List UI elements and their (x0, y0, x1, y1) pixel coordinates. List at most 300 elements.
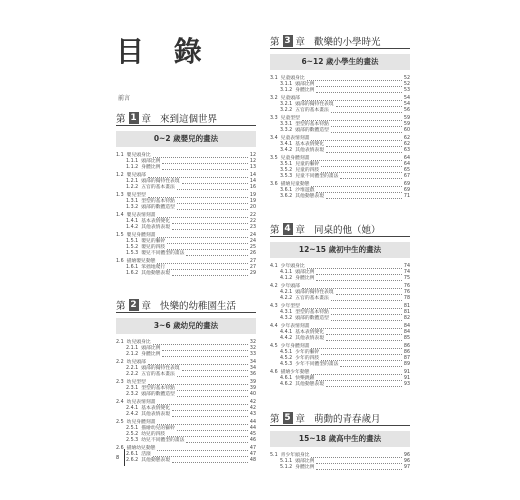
entry-page-number: 86 (403, 344, 410, 349)
entry-number: 3.1.1 (280, 82, 293, 87)
entry-title: 描繪幼兒動態 (126, 446, 156, 451)
entry-title: 嬰兒身體刻畫 (126, 233, 156, 238)
dot-leader (336, 105, 402, 107)
toc-subsection-entry[interactable] (116, 165, 256, 171)
toc-entry-list (270, 76, 410, 200)
entry-number: 1.4 (116, 213, 124, 218)
dot-leader (157, 236, 247, 238)
entry-page-number: 46 (249, 438, 256, 443)
entry-title: 頭部的獨特性表現 (295, 290, 334, 295)
entry-title: 其他表情表現 (295, 336, 325, 341)
chapter-5 (270, 411, 410, 471)
chapter-heading[interactable] (270, 411, 410, 426)
entry-title: 五官的基本畫法 (141, 185, 175, 190)
entry-page-number: 59 (403, 116, 410, 121)
entry-number: 1.1 (116, 153, 124, 158)
dot-leader (177, 395, 248, 397)
chapter-number-badge: 1 (130, 113, 137, 123)
entry-page-number: 76 (403, 284, 410, 289)
dot-leader (321, 359, 402, 361)
chapter-label: 第 (116, 114, 126, 125)
entry-page-number: 81 (403, 304, 410, 309)
entry-title: 身體比例 (295, 465, 315, 470)
dot-leader (167, 242, 248, 244)
entry-page-number: 26 (249, 251, 256, 256)
dot-leader (316, 379, 401, 381)
entry-number: 4.6.2 (280, 382, 293, 387)
entry-title: 基本表情變化 (295, 330, 325, 335)
entry-page-number: 12 (249, 159, 256, 164)
chapter-title: 萌動的青春歲月 (314, 414, 381, 425)
entry-page-number: 76 (403, 290, 410, 295)
toc-subsection-entry[interactable] (116, 438, 256, 444)
entry-page-number: 44 (249, 420, 256, 425)
entry-page-number: 89 (403, 362, 410, 367)
entry-title: 少年頭身比 (280, 264, 305, 269)
chapter-1 (116, 111, 256, 277)
dot-leader (307, 267, 402, 269)
entry-title: 活潑 (141, 452, 151, 457)
dot-leader (172, 409, 248, 411)
entry-page-number: 34 (249, 366, 256, 371)
entry-title: 快樂跳躍 (295, 376, 315, 381)
entry-number: 3.6 (270, 182, 278, 187)
entry-page-number: 91 (403, 370, 410, 375)
entry-number: 4.5.3 (280, 362, 293, 367)
chapter-2 (116, 298, 256, 464)
entry-number: 3.4.1 (280, 142, 293, 147)
dot-leader (186, 254, 247, 256)
entry-number: 4.2.1 (280, 290, 293, 295)
entry-number: 4.5.2 (280, 356, 293, 361)
toc-subsection-entry[interactable] (270, 316, 410, 322)
entry-title: 五官的基本畫法 (295, 108, 329, 113)
dot-leader (157, 403, 247, 405)
entry-number: 3.1.2 (280, 88, 293, 93)
dot-leader (148, 383, 248, 385)
entry-number: 3.2.2 (280, 108, 293, 113)
toc-entry-list (270, 453, 410, 471)
entry-number: 1.6 (116, 259, 124, 264)
dot-leader (177, 208, 248, 210)
entry-page-number: 96 (403, 459, 410, 464)
entry-number: 1.1.2 (126, 165, 139, 170)
entry-title: 頭部比例 (295, 459, 315, 464)
entry-number: 4.1.2 (280, 276, 293, 281)
toc-subsection-entry[interactable] (116, 412, 256, 418)
entry-number: 4.3.1 (280, 310, 293, 315)
chapter-unit: 章 (141, 114, 152, 125)
chapter-number-badge: 4 (284, 224, 291, 234)
entry-number: 4.4 (270, 324, 278, 329)
entry-number: 2.2.2 (126, 372, 139, 377)
chapter-3 (270, 34, 410, 200)
entry-title: 頭部比例 (295, 270, 315, 275)
entry-page-number: 78 (403, 296, 410, 301)
entry-title: 青少年頭身比 (280, 453, 310, 458)
entry-title: 基本表情變化 (141, 219, 171, 224)
entry-page-number: 40 (249, 392, 256, 397)
toc-subsection-entry[interactable] (116, 392, 256, 398)
entry-title: 頭部的數體造型 (141, 205, 175, 210)
entry-number: 4.4.1 (280, 330, 293, 335)
entry-number: 3.5.3 (280, 174, 293, 179)
entry-title: 兒童型型 (280, 116, 300, 121)
entry-title: 笨拙地爬行 (141, 265, 166, 270)
entry-number: 4.5 (270, 344, 278, 349)
entry-title: 頭部的獨特性表現 (141, 179, 180, 184)
dot-leader (316, 191, 401, 193)
entry-page-number: 12 (249, 153, 256, 158)
entry-number: 3.2.1 (280, 102, 293, 107)
dot-leader (326, 151, 402, 153)
toc-subsection-entry[interactable] (116, 205, 256, 211)
dot-leader (331, 299, 402, 301)
dot-leader (331, 313, 402, 315)
entry-title: 少年頭部 (280, 284, 300, 289)
entry-page-number: 69 (403, 182, 410, 187)
entry-page-number: 81 (403, 310, 410, 315)
entry-number: 3.3.2 (280, 128, 293, 133)
entry-number: 4.3.2 (280, 316, 293, 321)
entry-title: 少年表情刻畫 (280, 324, 310, 329)
dot-leader (172, 461, 248, 463)
entry-page-number: 56 (403, 108, 410, 113)
entry-title: 基本表情變化 (295, 142, 325, 147)
entry-title: 兒童的四肢 (295, 168, 320, 173)
entry-number: 3.4 (270, 136, 278, 141)
entry-title: 身體比例 (141, 352, 161, 357)
entry-page-number: 86 (403, 350, 410, 355)
dot-leader (311, 373, 401, 375)
chapter-unit: 章 (295, 414, 306, 425)
dot-leader (326, 339, 402, 341)
entry-page-number: 39 (249, 386, 256, 391)
entry-title: 幼兒不同體型的畫法 (141, 438, 185, 443)
entry-number: 3.3.1 (280, 122, 293, 127)
entry-number: 2.5.3 (126, 438, 139, 443)
dot-leader (302, 119, 402, 121)
entry-number: 3.4.2 (280, 148, 293, 153)
dot-leader (331, 111, 402, 113)
chapter-number-badge: 3 (284, 36, 291, 46)
entry-page-number: 65 (403, 168, 410, 173)
entry-page-number: 71 (403, 194, 410, 199)
page-number: 8 (116, 455, 120, 461)
dot-leader (326, 197, 402, 199)
entry-title: 型型的基本特點 (295, 310, 329, 315)
dot-leader (182, 369, 248, 371)
entry-number: 1.3.1 (126, 199, 139, 204)
dot-leader (311, 456, 401, 458)
toc-subsection-entry[interactable] (270, 128, 410, 134)
entry-number: 2.1.1 (126, 346, 139, 351)
entry-page-number: 22 (249, 219, 256, 224)
entry-number: 1.2.2 (126, 185, 139, 190)
entry-page-number: 54 (403, 102, 410, 107)
entry-page-number: 64 (403, 162, 410, 167)
entry-page-number: 60 (403, 128, 410, 133)
toc-subsection-entry[interactable] (116, 372, 256, 378)
toc-subsection-entry[interactable] (116, 271, 256, 277)
entry-number: 5.1 (270, 453, 278, 458)
entry-title: 描繪少年動態 (280, 370, 310, 375)
entry-page-number: 59 (403, 122, 410, 127)
entry-number: 2.1.2 (126, 352, 139, 357)
dot-leader (316, 462, 401, 464)
entry-number: 1.2 (116, 173, 124, 178)
toc-subsection-entry[interactable] (270, 362, 410, 368)
entry-page-number: 16 (249, 185, 256, 190)
entry-page-number: 42 (249, 406, 256, 411)
entry-number: 3.5.1 (280, 162, 293, 167)
entry-title: 頭部比例 (295, 82, 315, 87)
dot-leader (162, 349, 247, 351)
entry-number: 1.6.1 (126, 265, 139, 270)
dot-leader (157, 262, 247, 264)
dot-leader (340, 177, 401, 179)
chapter-4 (270, 222, 410, 388)
chapter-heading[interactable] (116, 298, 256, 313)
entry-title: 幼兒的四肢 (141, 432, 166, 437)
entry-page-number: 84 (403, 324, 410, 329)
entry-number: 1.4.1 (126, 219, 139, 224)
entry-title: 其他動態表現 (295, 382, 325, 387)
dot-leader (336, 293, 402, 295)
entry-title: 其他表情表現 (141, 412, 171, 417)
entry-title: 身體比例 (295, 276, 315, 281)
dot-leader (307, 79, 402, 81)
chapter-subtitle: 3~6 歲幼兒的畫法 (116, 318, 256, 334)
dot-leader (148, 176, 248, 178)
dot-leader (177, 188, 248, 190)
dot-leader (177, 429, 248, 431)
entry-title: 描繪兒童動態 (280, 182, 310, 187)
dot-leader (331, 131, 402, 133)
entry-title: 兒童頭身比 (280, 76, 305, 81)
dot-leader (321, 165, 402, 167)
chapter-unit: 章 (295, 225, 306, 236)
toc-entry-list (270, 264, 410, 388)
dot-leader (172, 415, 248, 417)
entry-number: 3.3 (270, 116, 278, 121)
entry-title: 少年不同體型的畫法 (295, 362, 339, 367)
entry-number: 1.6.2 (126, 271, 139, 276)
dot-leader (167, 248, 248, 250)
entry-title: 幼兒頭部 (126, 360, 146, 365)
entry-number: 1.5.2 (126, 245, 139, 250)
entry-page-number: 27 (249, 265, 256, 270)
entry-number: 3.6.1 (280, 188, 293, 193)
chapter-heading[interactable] (270, 222, 410, 237)
dot-leader (172, 274, 248, 276)
dot-leader (153, 156, 248, 158)
entry-page-number: 29 (249, 271, 256, 276)
toc-subsection-entry[interactable] (116, 185, 256, 191)
entry-title: 嬰兒型型 (126, 193, 146, 198)
page-title: 目 錄 (116, 35, 212, 68)
entry-page-number: 33 (249, 352, 256, 357)
preface-entry[interactable]: 前言 (118, 95, 131, 102)
chapter-title: 來到這個世界 (160, 114, 218, 125)
entry-title: 頭部的獨特性表現 (141, 366, 180, 371)
entry-page-number: 62 (403, 142, 410, 147)
dot-leader (302, 287, 402, 289)
entry-title: 幼兒身體刻畫 (126, 420, 156, 425)
chapter-subtitle: 6~12 歲小學生的畫法 (270, 54, 410, 70)
entry-page-number: 22 (249, 213, 256, 218)
dot-leader (321, 171, 402, 173)
entry-number: 2.3.2 (126, 392, 139, 397)
entry-page-number: 84 (403, 330, 410, 335)
entry-title: 少年的四肢 (295, 356, 320, 361)
entry-number: 2.5 (116, 420, 124, 425)
entry-page-number: 82 (403, 316, 410, 321)
entry-page-number: 36 (249, 372, 256, 377)
entry-number: 3.5.2 (280, 168, 293, 173)
entry-number: 4.6.1 (280, 376, 293, 381)
entry-number: 3.1 (270, 76, 278, 81)
entry-title: 基本表情變化 (141, 406, 171, 411)
entry-page-number: 27 (249, 259, 256, 264)
entry-title: 嬰兒頭身比 (126, 153, 151, 158)
entry-title: 型型的基本特點 (141, 199, 175, 204)
entry-title: 型型的基本特點 (295, 122, 329, 127)
entry-page-number: 45 (249, 432, 256, 437)
entry-title: 頭部的獨特性表現 (295, 102, 334, 107)
entry-number: 2.3 (116, 380, 124, 385)
toc-entry-list (116, 340, 256, 464)
entry-page-number: 74 (403, 264, 410, 269)
entry-title: 少年的軀幹 (295, 350, 320, 355)
entry-title: 嬰兒的軀幹 (141, 239, 166, 244)
entry-title: 頭部的數體造型 (295, 316, 329, 321)
entry-number: 2.4.1 (126, 406, 139, 411)
dot-leader (316, 91, 401, 93)
entry-title: 其他表情表現 (141, 225, 171, 230)
toc-subsection-entry[interactable] (270, 465, 410, 471)
entry-page-number: 24 (249, 239, 256, 244)
toc-subsection-entry[interactable] (270, 276, 410, 282)
chapter-heading[interactable] (116, 111, 256, 126)
toc-subsection-entry[interactable] (116, 225, 256, 231)
toc-subsection-entry[interactable] (116, 251, 256, 257)
entry-number: 5.1.1 (280, 459, 293, 464)
entry-number: 2.1 (116, 340, 124, 345)
entry-title: 嬰兒不同體型的畫法 (141, 251, 185, 256)
dot-leader (167, 435, 248, 437)
entry-page-number: 63 (403, 148, 410, 153)
entry-page-number: 44 (249, 426, 256, 431)
entry-page-number: 91 (403, 376, 410, 381)
entry-page-number: 54 (403, 96, 410, 101)
dot-leader (316, 85, 401, 87)
entry-number: 4.2 (270, 284, 278, 289)
chapter-label: 第 (116, 301, 126, 312)
entry-title: 嬰兒頭部 (126, 173, 146, 178)
dot-leader (311, 347, 401, 349)
dot-leader (331, 125, 402, 127)
dot-leader (153, 343, 248, 345)
entry-page-number: 97 (403, 465, 410, 470)
entry-number: 2.4.2 (126, 412, 139, 417)
entry-number: 4.4.2 (280, 336, 293, 341)
entry-page-number: 53 (403, 88, 410, 93)
dot-leader (177, 375, 248, 377)
entry-number: 4.1 (270, 264, 278, 269)
dot-leader (311, 139, 401, 141)
entry-title: 身體比例 (295, 88, 315, 93)
entry-title: 描繪嬰兒動態 (126, 259, 156, 264)
entry-number: 4.3 (270, 304, 278, 309)
dot-leader (321, 353, 402, 355)
toc-subsection-entry[interactable] (270, 296, 410, 302)
entry-page-number: 13 (249, 165, 256, 170)
toc-subsection-entry[interactable] (270, 382, 410, 388)
toc-subsection-entry[interactable] (270, 194, 410, 200)
chapter-heading[interactable] (270, 34, 410, 49)
toc-subsection-entry[interactable] (116, 352, 256, 358)
entry-page-number: 48 (249, 458, 256, 463)
dot-leader (162, 355, 247, 357)
dot-leader (311, 159, 401, 161)
chapter-title: 快樂的幼稚園生活 (160, 301, 237, 312)
chapter-number-badge: 2 (130, 300, 137, 310)
entry-number: 3.2 (270, 96, 278, 101)
entry-number: 1.5.1 (126, 239, 139, 244)
entry-number: 3.6.2 (280, 194, 293, 199)
entry-number: 2.4 (116, 400, 124, 405)
entry-title: 其他表情表現 (295, 148, 325, 153)
entry-title: 兒童身體刻畫 (280, 156, 310, 161)
entry-number: 1.2.1 (126, 179, 139, 184)
entry-title: 其他動態表現 (295, 194, 325, 199)
dot-leader (157, 216, 247, 218)
entry-page-number: 52 (403, 76, 410, 81)
entry-page-number: 14 (249, 173, 256, 178)
entry-number: 2.6.1 (126, 452, 139, 457)
entry-title: 嬰兒表情刻畫 (126, 213, 156, 218)
entry-title: 五官的基本畫法 (295, 296, 329, 301)
entry-number: 5.1.2 (280, 465, 293, 470)
entry-page-number: 25 (249, 245, 256, 250)
toc-subsection-entry[interactable] (270, 336, 410, 342)
chapter-label: 第 (270, 225, 280, 236)
dot-leader (311, 185, 401, 187)
entry-page-number: 14 (249, 179, 256, 184)
chapter-title: 同桌的他（她） (314, 225, 381, 236)
toc-subsection-entry[interactable] (270, 148, 410, 154)
dot-leader (316, 279, 401, 281)
toc-subsection-entry[interactable] (270, 108, 410, 114)
entry-number: 4.6 (270, 370, 278, 375)
entry-number: 4.5.1 (280, 350, 293, 355)
toc-subsection-entry[interactable] (270, 88, 410, 94)
entry-page-number: 23 (249, 225, 256, 230)
entry-title: 幼兒型型 (126, 380, 146, 385)
entry-page-number: 93 (403, 382, 410, 387)
toc-subsection-entry[interactable] (270, 174, 410, 180)
chapter-subtitle: 0~2 歲嬰兒的畫法 (116, 131, 256, 147)
entry-title: 兒童不同體型的畫法 (295, 174, 339, 179)
entry-title: 描繪幼兒的軀幹 (141, 426, 175, 431)
dot-leader (157, 449, 247, 451)
dot-leader (182, 182, 248, 184)
entry-page-number: 20 (249, 205, 256, 210)
dot-leader (331, 319, 402, 321)
dot-leader (172, 222, 248, 224)
toc-subsection-entry[interactable] (116, 458, 256, 464)
